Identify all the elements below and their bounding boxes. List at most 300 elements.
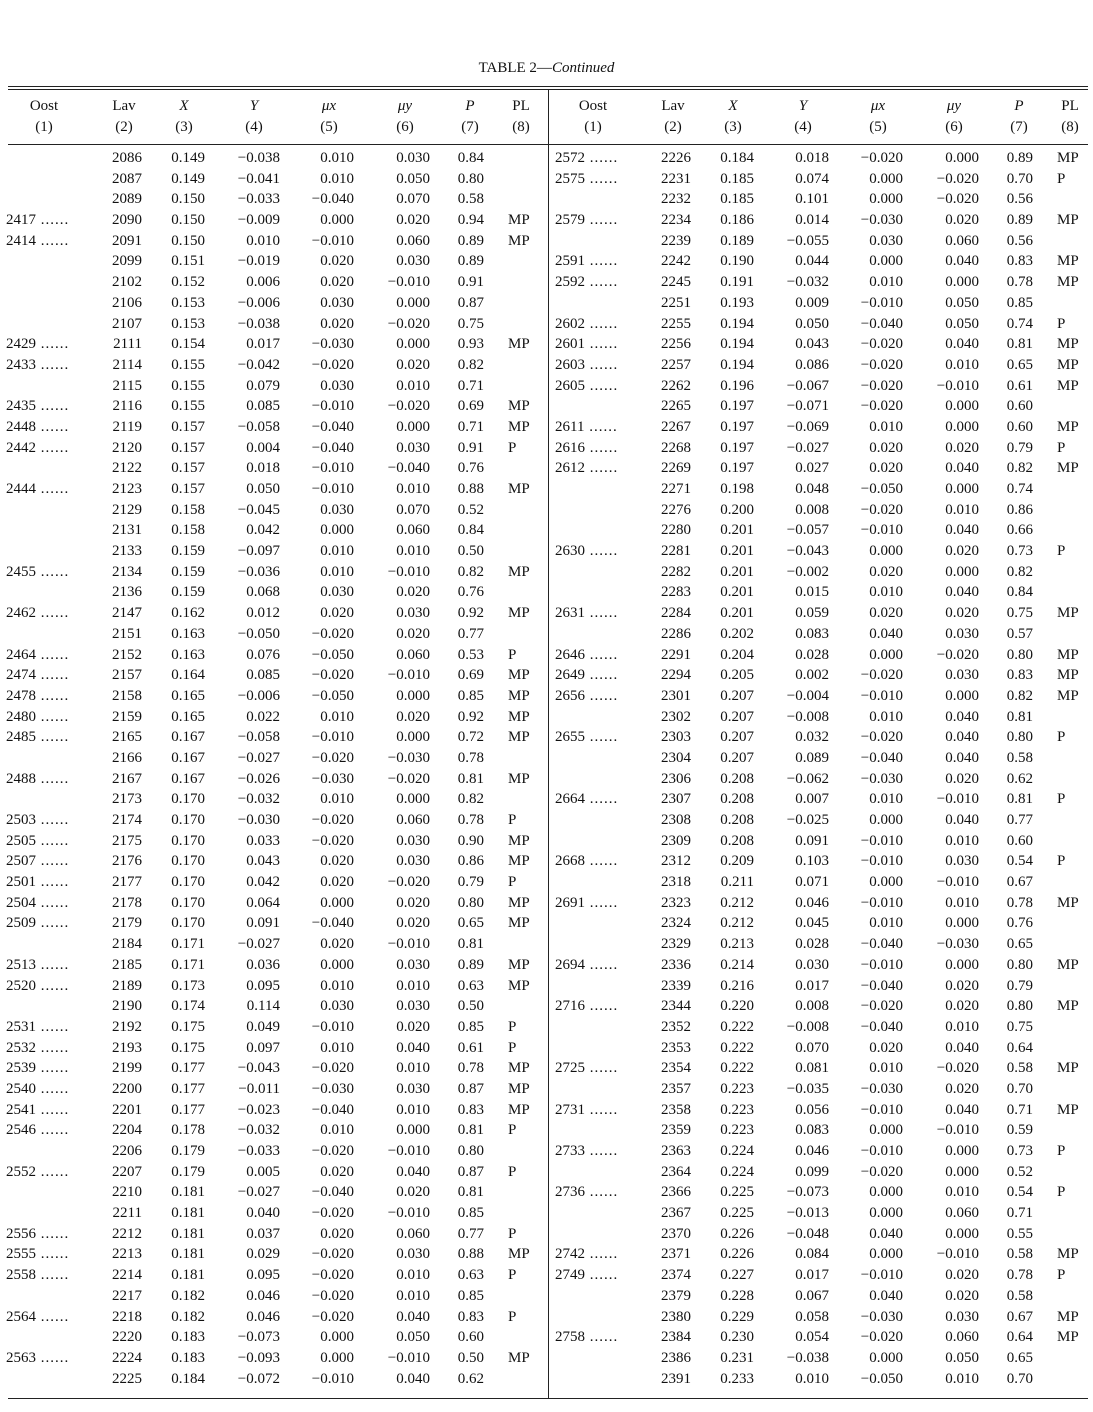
cell-lav: 2384 <box>661 1329 691 1346</box>
table-row <box>549 1244 1093 1265</box>
cell-pl: P <box>508 1308 517 1325</box>
cell-mx: 0.030 <box>320 998 354 1015</box>
cell-pl: MP <box>508 563 530 580</box>
table-row <box>0 582 548 603</box>
cell-mx: −0.010 <box>860 956 903 973</box>
cell-x: 0.220 <box>720 998 754 1015</box>
table-row <box>0 1017 548 1038</box>
cell-y: −0.073 <box>786 1184 829 1201</box>
cell-mx: −0.020 <box>860 336 903 353</box>
cell-lav: 2225 <box>112 1370 142 1387</box>
cell-oost <box>6 334 96 355</box>
cell-y: 0.099 <box>795 1163 829 1180</box>
cell-p: 0.65 <box>457 915 484 932</box>
cell-oost <box>6 727 96 748</box>
cell-p: 0.54 <box>1006 853 1033 870</box>
leader-dots: ...... <box>36 770 70 787</box>
cell-my: 0.040 <box>945 708 979 725</box>
cell-y: 0.042 <box>246 522 280 539</box>
column-header-oost <box>9 96 79 138</box>
cell-mx: 0.010 <box>869 708 903 725</box>
leader-dots: ...... <box>585 605 619 622</box>
cell-lav: 2207 <box>112 1163 142 1180</box>
table-row <box>549 1038 1093 1059</box>
cell-lav: 2323 <box>661 894 691 911</box>
cell-mx: 0.040 <box>869 1287 903 1304</box>
cell-mx: −0.050 <box>860 481 903 497</box>
cell-pl: P <box>508 1122 517 1139</box>
cell-lav: 2134 <box>112 563 142 580</box>
cell-lav: 2281 <box>661 543 691 560</box>
cell-y: −0.048 <box>786 1225 829 1242</box>
table-row <box>0 748 548 769</box>
cell-pl: P <box>1057 853 1066 870</box>
cell-lav: 2193 <box>112 1039 142 1056</box>
cell-my: 0.030 <box>396 150 430 166</box>
cell-x: 0.194 <box>720 356 754 373</box>
oost-value: 2656 <box>555 687 585 704</box>
cell-mx: 0.010 <box>320 563 354 580</box>
cell-lav: 2210 <box>112 1184 142 1201</box>
cell-p: 0.78 <box>457 1060 484 1077</box>
table-row <box>0 996 548 1017</box>
cell-p: 0.64 <box>1006 1329 1033 1346</box>
cell-x: 0.167 <box>171 729 205 746</box>
cell-p: 0.65 <box>1006 1349 1033 1366</box>
cell-mx: −0.010 <box>860 687 903 704</box>
cell-y: −0.073 <box>237 1329 280 1346</box>
leader-dots: ...... <box>36 646 70 663</box>
leader-dots: ...... <box>585 667 619 684</box>
cell-x: 0.227 <box>720 1267 754 1284</box>
cell-lav: 2239 <box>661 232 691 249</box>
oost-value: 2564 <box>6 1308 36 1325</box>
cell-p: 0.80 <box>1006 998 1033 1015</box>
cell-lav: 2271 <box>661 481 691 497</box>
oost-value: 2442 <box>6 439 36 456</box>
cell-oost <box>6 831 96 852</box>
leader-dots: ...... <box>36 832 70 849</box>
table-row <box>549 148 1093 169</box>
cell-my: 0.050 <box>396 170 430 187</box>
cell-lav: 2206 <box>112 1143 142 1159</box>
column-header-name: Lav <box>661 98 685 114</box>
leader-dots: ...... <box>585 998 619 1015</box>
cell-pl: P <box>1057 1143 1066 1159</box>
cell-mx: 0.010 <box>869 584 903 601</box>
oost-value: 2513 <box>6 956 36 973</box>
cell-x: 0.194 <box>720 336 754 353</box>
cell-x: 0.216 <box>720 977 754 994</box>
top-rule <box>8 86 1088 87</box>
cell-mx: −0.020 <box>860 1329 903 1346</box>
table-row <box>549 231 1093 252</box>
cell-y: −0.050 <box>237 625 280 642</box>
cell-y: −0.006 <box>237 294 280 311</box>
cell-y: 0.059 <box>795 605 829 622</box>
cell-pl: MP <box>1057 253 1079 270</box>
cell-lav: 2354 <box>661 1060 691 1077</box>
cell-my: 0.000 <box>396 687 430 704</box>
cell-my: −0.010 <box>387 274 430 291</box>
cell-p: 0.50 <box>457 998 484 1015</box>
oost-value: 2575 <box>555 170 585 187</box>
leader-dots: ...... <box>36 356 70 373</box>
cell-my: −0.010 <box>387 1349 430 1366</box>
cell-my: 0.040 <box>396 1308 430 1325</box>
table-row <box>0 624 548 645</box>
cell-my: −0.020 <box>387 770 430 787</box>
cell-pl: MP <box>1057 418 1079 435</box>
leader-dots: ...... <box>36 1163 70 1180</box>
leader-dots: ...... <box>36 812 70 828</box>
oost-value: 2691 <box>555 894 585 911</box>
leader-dots: ...... <box>36 687 70 704</box>
cell-lav: 2364 <box>661 1163 691 1180</box>
cell-p: 0.92 <box>457 605 484 622</box>
cell-mx: −0.010 <box>860 1143 903 1159</box>
cell-p: 0.82 <box>457 563 484 580</box>
column-header-x <box>698 96 768 138</box>
cell-my: 0.000 <box>945 563 979 580</box>
cell-x: 0.191 <box>720 274 754 291</box>
cell-p: 0.88 <box>457 1246 484 1263</box>
cell-y: −0.071 <box>786 398 829 415</box>
cell-oost <box>555 1100 645 1121</box>
table-row <box>549 1079 1093 1100</box>
cell-p: 0.85 <box>457 687 484 704</box>
cell-x: 0.209 <box>720 853 754 870</box>
cell-y: −0.008 <box>786 1018 829 1035</box>
cell-oost <box>6 1100 96 1121</box>
cell-y: −0.038 <box>786 1349 829 1366</box>
cell-lav: 2086 <box>112 150 142 166</box>
cell-y: −0.023 <box>237 1101 280 1118</box>
cell-lav: 2380 <box>661 1308 691 1325</box>
leader-dots: ...... <box>36 1101 70 1118</box>
caption-suffix: Continued <box>551 60 615 76</box>
cell-lav: 2309 <box>661 832 691 849</box>
cell-pl: MP <box>508 667 530 684</box>
cell-x: 0.159 <box>171 563 205 580</box>
cell-oost <box>555 893 645 914</box>
cell-lav: 2226 <box>661 150 691 166</box>
cell-lav: 2179 <box>112 915 142 932</box>
cell-x: 0.181 <box>171 1267 205 1284</box>
cell-my: 0.020 <box>945 1080 979 1097</box>
cell-mx: −0.010 <box>311 729 354 746</box>
cell-pl: MP <box>1057 687 1079 704</box>
cell-y: 0.056 <box>795 1101 829 1118</box>
cell-x: 0.181 <box>171 1205 205 1222</box>
cell-mx: −0.030 <box>311 336 354 353</box>
cell-y: 0.032 <box>795 729 829 746</box>
table-row <box>0 500 548 521</box>
cell-lav: 2147 <box>112 605 142 622</box>
cell-oost <box>6 1079 96 1100</box>
cell-x: 0.201 <box>720 605 754 622</box>
cell-oost <box>6 562 96 583</box>
cell-p: 0.90 <box>457 832 484 849</box>
cell-pl: MP <box>508 729 530 746</box>
cell-oost <box>6 1348 96 1369</box>
table-row <box>549 1058 1093 1079</box>
cell-lav: 2391 <box>661 1370 691 1387</box>
oost-value: 2462 <box>6 605 36 622</box>
cell-y: 0.029 <box>246 1246 280 1263</box>
cell-p: 0.80 <box>1006 646 1033 663</box>
leader-dots: ...... <box>585 336 619 353</box>
cell-p: 0.71 <box>1006 1101 1033 1118</box>
column-header-number: (7) <box>1010 119 1028 135</box>
oost-value: 2664 <box>555 791 585 808</box>
cell-p: 0.82 <box>1006 563 1033 580</box>
cell-my: 0.030 <box>396 253 430 270</box>
cell-p: 0.50 <box>457 1349 484 1366</box>
cell-oost <box>6 479 96 500</box>
cell-x: 0.190 <box>720 253 754 270</box>
cell-lav: 2157 <box>112 667 142 684</box>
leader-dots: ...... <box>585 1267 619 1284</box>
cell-lav: 2232 <box>661 191 691 208</box>
cell-y: −0.008 <box>786 708 829 725</box>
table-row <box>0 272 548 293</box>
table-row <box>549 210 1093 231</box>
cell-p: 0.81 <box>1006 791 1033 808</box>
cell-mx: 0.020 <box>869 439 903 456</box>
cell-my: 0.040 <box>945 812 979 828</box>
table-row <box>549 1182 1093 1203</box>
oost-value: 2563 <box>6 1349 36 1366</box>
cell-x: 0.222 <box>720 1039 754 1056</box>
cell-lav: 2133 <box>112 543 142 560</box>
table-row <box>549 520 1093 541</box>
table-row <box>549 934 1093 955</box>
cell-mx: 0.010 <box>320 708 354 725</box>
cell-my: 0.000 <box>396 791 430 808</box>
cell-mx: 0.020 <box>320 1163 354 1180</box>
cell-mx: −0.030 <box>860 212 903 229</box>
oost-value: 2520 <box>6 977 36 994</box>
oost-value: 2474 <box>6 667 36 684</box>
cell-mx: −0.010 <box>860 522 903 539</box>
table-row <box>0 251 548 272</box>
cell-x: 0.208 <box>720 791 754 808</box>
table-row <box>549 996 1093 1017</box>
table-row <box>549 748 1093 769</box>
table-row <box>549 645 1093 666</box>
cell-p: 0.67 <box>1006 874 1033 891</box>
column-header-name: PL <box>1061 98 1079 114</box>
cell-mx: 0.040 <box>869 1225 903 1242</box>
table-row <box>0 1348 548 1369</box>
table-row <box>0 955 548 976</box>
column-header-pl <box>1035 96 1093 138</box>
cell-lav: 2374 <box>661 1267 691 1284</box>
oost-value: 2749 <box>555 1267 585 1284</box>
table-row <box>549 913 1093 934</box>
cell-p: 0.58 <box>457 191 484 208</box>
cell-oost <box>555 251 645 272</box>
cell-my: 0.000 <box>945 1143 979 1159</box>
cell-x: 0.231 <box>720 1349 754 1366</box>
cell-pl: MP <box>508 418 530 435</box>
cell-mx: 0.010 <box>869 791 903 808</box>
cell-p: 0.60 <box>1006 418 1033 435</box>
table-row <box>0 541 548 562</box>
cell-pl: MP <box>1057 377 1079 394</box>
leader-dots: ...... <box>36 336 70 353</box>
cell-x: 0.222 <box>720 1060 754 1077</box>
cell-y: 0.022 <box>246 708 280 725</box>
cell-lav: 2363 <box>661 1143 691 1159</box>
cell-x: 0.224 <box>720 1163 754 1180</box>
cell-p: 0.76 <box>457 460 484 477</box>
cell-lav: 2184 <box>112 936 142 953</box>
oost-value: 2694 <box>555 956 585 973</box>
cell-x: 0.189 <box>720 232 754 249</box>
cell-p: 0.91 <box>457 439 484 456</box>
cell-pl: P <box>1057 729 1066 746</box>
cell-lav: 2199 <box>112 1060 142 1077</box>
table-row <box>549 541 1093 562</box>
table-row <box>0 1203 548 1224</box>
leader-dots: ...... <box>585 646 619 663</box>
oost-value: 2488 <box>6 770 36 787</box>
cell-x: 0.170 <box>171 874 205 891</box>
cell-my: 0.020 <box>945 605 979 622</box>
cell-x: 0.174 <box>171 998 205 1015</box>
cell-my: −0.010 <box>387 667 430 684</box>
cell-pl: MP <box>508 1101 530 1118</box>
cell-my: 0.000 <box>945 956 979 973</box>
cell-my: 0.040 <box>945 1101 979 1118</box>
cell-x: 0.184 <box>171 1370 205 1387</box>
cell-p: 0.75 <box>1006 1018 1033 1035</box>
cell-p: 0.77 <box>1006 812 1033 828</box>
cell-oost <box>6 1120 96 1141</box>
cell-x: 0.150 <box>171 191 205 208</box>
cell-lav: 2280 <box>661 522 691 539</box>
cell-mx: 0.000 <box>320 894 354 911</box>
table-row <box>549 479 1093 500</box>
cell-my: 0.020 <box>396 356 430 373</box>
cell-mx: −0.040 <box>311 418 354 435</box>
cell-y: −0.067 <box>786 377 829 394</box>
cell-y: 0.002 <box>795 667 829 684</box>
cell-x: 0.212 <box>720 894 754 911</box>
cell-x: 0.157 <box>171 418 205 435</box>
table-row <box>549 893 1093 914</box>
cell-x: 0.211 <box>720 874 754 891</box>
column-header-pl <box>486 96 556 138</box>
cell-pl: P <box>508 646 517 663</box>
cell-x: 0.150 <box>171 212 205 229</box>
oost-value: 2556 <box>6 1225 36 1242</box>
cell-y: −0.041 <box>237 170 280 187</box>
cell-p: 0.69 <box>457 667 484 684</box>
cell-lav: 2318 <box>661 874 691 891</box>
cell-lav: 2303 <box>661 729 691 746</box>
table-row <box>0 727 548 748</box>
leader-dots: ...... <box>585 356 619 373</box>
header-left <box>0 96 548 140</box>
table-row <box>0 645 548 666</box>
cell-x: 0.185 <box>720 170 754 187</box>
cell-y: −0.030 <box>237 812 280 828</box>
cell-my: 0.030 <box>396 998 430 1015</box>
leader-dots: ...... <box>36 1080 70 1097</box>
column-header-number: (1) <box>35 119 53 135</box>
cell-lav: 2268 <box>661 439 691 456</box>
column-header-number: (1) <box>584 119 602 135</box>
cell-mx: −0.010 <box>860 294 903 311</box>
table-row <box>0 210 548 231</box>
cell-x: 0.162 <box>171 605 205 622</box>
table-row <box>0 189 548 210</box>
cell-lav: 2308 <box>661 812 691 828</box>
cell-x: 0.177 <box>171 1101 205 1118</box>
leader-dots: ...... <box>585 1143 619 1159</box>
cell-mx: −0.020 <box>311 749 354 766</box>
cell-mx: 0.000 <box>320 956 354 973</box>
cell-lav: 2174 <box>112 812 142 828</box>
cell-x: 0.151 <box>171 253 205 270</box>
cell-lav: 2189 <box>112 977 142 994</box>
cell-x: 0.158 <box>171 501 205 518</box>
column-header-y <box>768 96 838 138</box>
cell-my: −0.010 <box>936 377 979 394</box>
cell-oost <box>555 686 645 707</box>
cell-x: 0.171 <box>171 956 205 973</box>
cell-y: 0.097 <box>246 1039 280 1056</box>
cell-oost <box>555 1141 645 1162</box>
bottom-rule <box>8 1398 1088 1399</box>
column-header-number: (5) <box>869 119 887 135</box>
cell-lav: 2251 <box>661 294 691 311</box>
table-row <box>0 913 548 934</box>
cell-oost <box>6 1307 96 1328</box>
cell-my: 0.020 <box>396 894 430 911</box>
cell-oost <box>6 913 96 934</box>
cell-mx: 0.020 <box>320 1225 354 1242</box>
cell-my: −0.020 <box>387 874 430 891</box>
cell-y: 0.008 <box>795 501 829 518</box>
cell-oost <box>555 955 645 976</box>
cell-my: 0.040 <box>945 729 979 746</box>
cell-oost <box>555 727 645 748</box>
table-row <box>0 458 548 479</box>
cell-mx: −0.010 <box>311 1018 354 1035</box>
cell-x: 0.154 <box>171 336 205 353</box>
cell-my: 0.000 <box>945 1225 979 1242</box>
cell-my: 0.020 <box>945 543 979 560</box>
cell-p: 0.63 <box>457 1267 484 1284</box>
cell-x: 0.177 <box>171 1060 205 1077</box>
cell-mx: 0.000 <box>869 812 903 828</box>
cell-my: 0.010 <box>396 543 430 560</box>
cell-my: 0.000 <box>945 1163 979 1180</box>
cell-mx: −0.040 <box>311 1184 354 1201</box>
cell-x: 0.229 <box>720 1308 754 1325</box>
cell-p: 0.85 <box>457 1205 484 1222</box>
cell-mx: −0.010 <box>860 894 903 911</box>
cell-lav: 2091 <box>112 232 142 249</box>
leader-dots: ...... <box>36 853 70 870</box>
cell-p: 0.84 <box>457 522 484 539</box>
table-row <box>549 1265 1093 1286</box>
cell-p: 0.82 <box>457 791 484 808</box>
